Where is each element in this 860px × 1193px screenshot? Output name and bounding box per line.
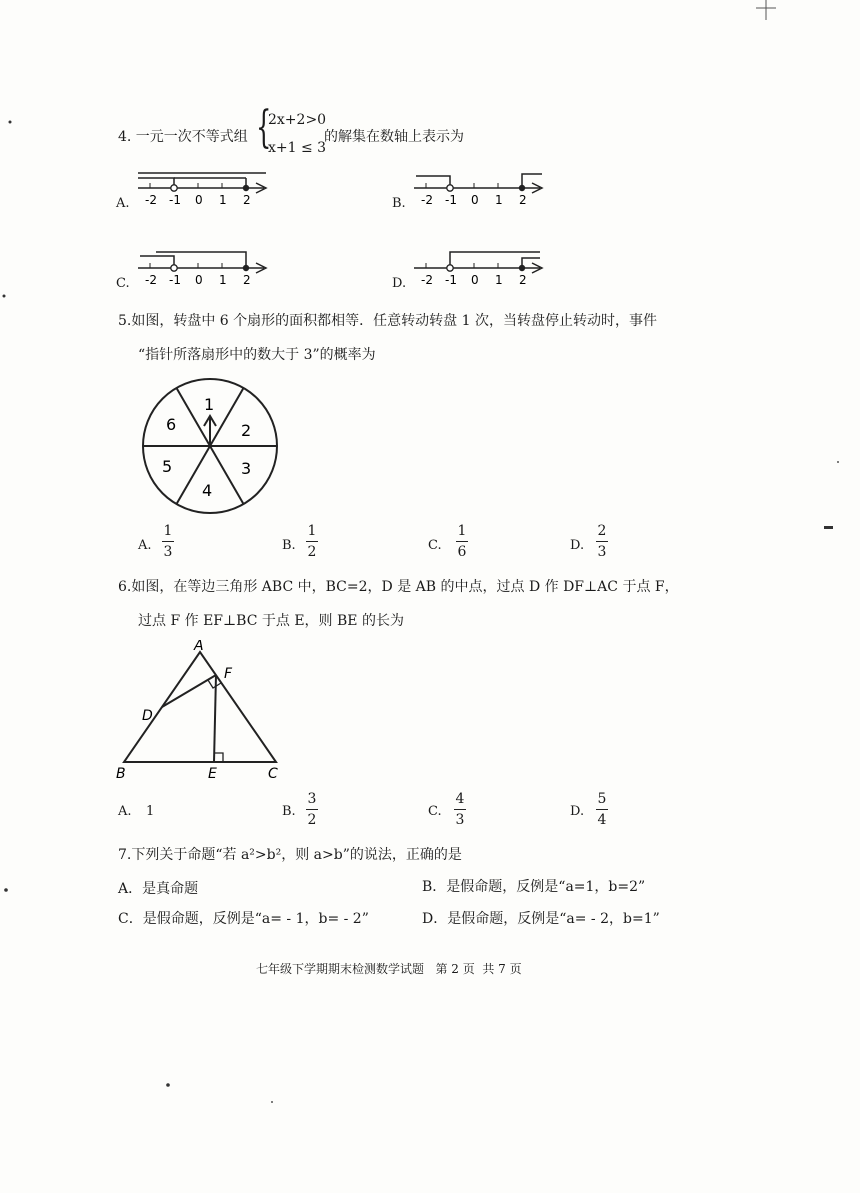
svg-text:0: 0 [471,193,479,207]
q6-option-d-label[interactable]: D. [570,804,585,819]
q5-option-b-fraction [306,522,318,561]
q6-option-b-label[interactable]: B. [282,804,296,819]
q5-option-a-fraction [162,522,174,561]
sector-number-2: 2 [241,421,252,440]
q4-option-d-label: D. [392,276,407,291]
q5-option-b-label[interactable]: B. [282,538,296,553]
svg-text:2: 2 [243,273,251,287]
q5-option-c-fraction [456,522,468,561]
svg-text:0: 0 [471,273,479,287]
spinner-diagram [138,374,286,522]
tick-label: 2 [243,193,251,207]
denominator: 3 [455,812,465,828]
sector-number-6: 6 [166,415,177,434]
denominator: 3 [163,544,173,560]
triangle-diagram [112,640,296,786]
q4-number-line-d[interactable] [412,248,552,288]
svg-text:2: 2 [519,273,527,287]
sector-number-5: 5 [162,457,173,476]
q6-stem-line2: 过点 F 作 EF⊥BC 于点 E，则 BE 的长为 [138,613,404,629]
point-label-B: B [116,766,126,782]
sector-number-4: 4 [202,481,213,500]
q5-option-c-label[interactable]: C. [428,538,442,553]
sector-number-3: 3 [241,459,252,478]
tick-label: -1 [169,193,181,207]
q6-option-a-value: 1 [146,804,155,819]
svg-text:1: 1 [495,273,503,287]
q6-option-c-label[interactable]: C. [428,804,442,819]
q4-number-line-a[interactable] [136,168,276,208]
denominator: 3 [597,544,607,560]
q6-stem-line1: 6.如图，在等边三角形 ABC 中，BC=2，D 是 AB 的中点，过点 D 作 DF⊥AC 于点 F， [118,579,679,595]
numerator: 4 [455,791,465,807]
point-label-D: D [142,708,153,724]
point-label-F: F [224,666,233,682]
q4-stem-prefix: 4. 一元一次不等式组 [118,129,248,145]
page-footer: 七年级下学期期末检测数学试题 第 2 页 共 7 页 [256,962,522,976]
q7-option-b[interactable]: B．是假命题，反例是“a=1，b=2” [422,879,646,895]
q5-option-d-fraction [596,522,608,561]
q7-option-d[interactable]: D．是假命题，反例是“a= - 2，b=1” [422,911,660,927]
svg-text:-2: -2 [421,273,433,287]
tick-label: 0 [195,193,203,207]
left-brace-icon: { [256,102,272,153]
q5-option-d-label[interactable]: D. [570,538,585,553]
q5-option-a-label[interactable]: A. [138,538,152,553]
tick-label: -2 [145,193,157,207]
q6-option-c-fraction [454,790,466,829]
sector-number-1: 1 [204,395,215,414]
denominator: 6 [457,544,467,560]
denominator: 4 [597,812,607,828]
tick-label: 1 [219,193,227,207]
q4-number-line-b[interactable] [412,168,552,208]
numerator: 1 [457,523,467,539]
q7-option-c[interactable]: C．是假命题，反例是“a= - 1，b= - 2” [118,911,369,927]
svg-text:-1: -1 [445,273,457,287]
numerator: 3 [307,791,317,807]
numerator: 1 [307,523,317,539]
point-label-C: C [268,766,278,782]
numerator: 2 [597,523,607,539]
q4-option-a-label: A. [116,196,130,211]
svg-text:-2: -2 [421,193,433,207]
q4-number-line-c[interactable] [136,248,276,288]
q4-inequality-1: 2x+2>0 [268,112,327,128]
point-label-E: E [208,766,217,782]
q5-stem-line1: 5.如图，转盘中 6 个扇形的面积都相等．任意转动转盘 1 次，当转盘停止转动时，事件 [118,313,657,329]
q6-option-b-fraction [306,790,318,829]
svg-text:0: 0 [195,273,203,287]
q4-option-c-label: C. [116,276,130,291]
q6-option-a-label[interactable]: A. [118,804,132,819]
point-label-A: A [194,640,204,654]
svg-text:-1: -1 [169,273,181,287]
svg-text:1: 1 [495,193,503,207]
q5-stem-line2: “指针所落扇形中的数大于 3”的概率为 [138,347,376,363]
q7-option-a[interactable]: A．是真命题 [118,881,199,897]
numerator: 1 [163,523,173,539]
svg-text:-2: -2 [145,273,157,287]
svg-text:-1: -1 [445,193,457,207]
q4-stem-suffix: 的解集在数轴上表示为 [324,129,464,145]
denominator: 2 [307,544,317,560]
denominator: 2 [307,812,317,828]
q6-option-d-fraction [596,790,608,829]
q7-stem: 7.下列关于命题“若 a²>b²，则 a>b”的说法，正确的是 [118,847,462,863]
svg-text:2: 2 [519,193,527,207]
q4-option-b-label: B. [392,196,406,211]
svg-text:1: 1 [219,273,227,287]
numerator: 5 [597,791,607,807]
q4-inequality-2: x+1 ≤ 3 [268,140,327,156]
